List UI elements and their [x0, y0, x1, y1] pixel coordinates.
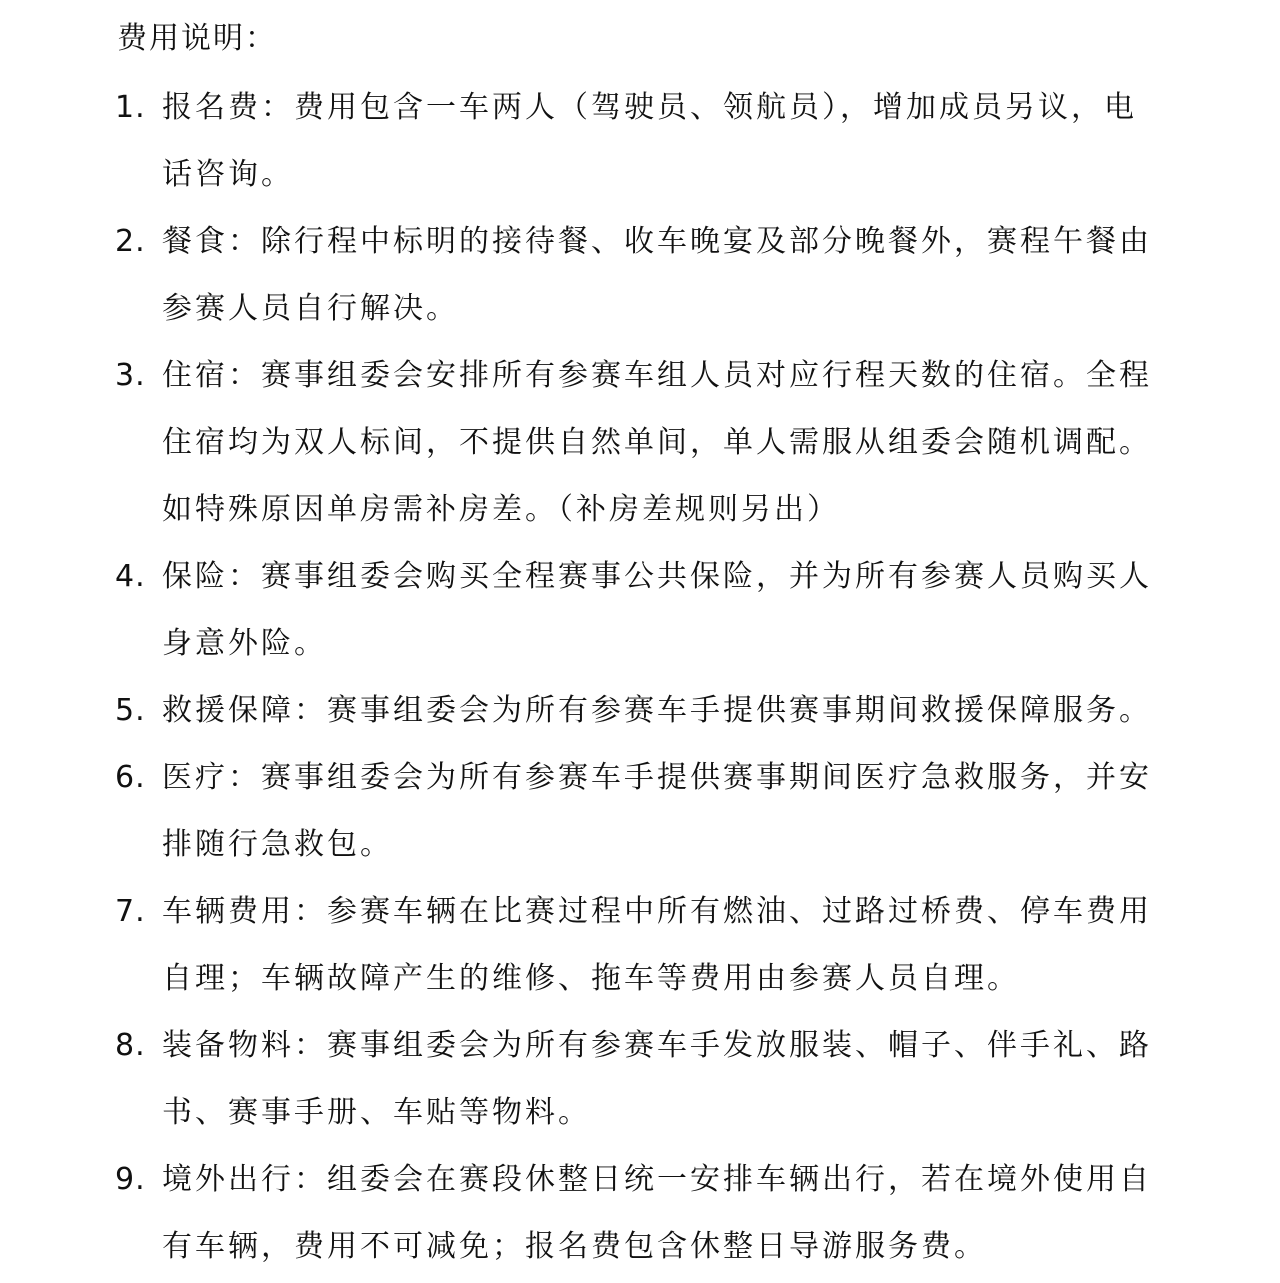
list-item	[115, 74, 1160, 208]
item-text: 报名费：费用包含一车两人（驾驶员、领航员），增加成员另议，电话咨询。	[162, 90, 1137, 192]
list-item	[115, 342, 1160, 543]
list-item	[115, 878, 1160, 1012]
item-text: 住宿：赛事组委会安排所有参赛车组人员对应行程天数的住宿。全程住宿均为双人标间，不提供自然单间，单人需服从组委会随机调配。如特殊原因单房需补房差。（补房差规则另出）	[162, 358, 1152, 527]
item-number: 6.	[115, 760, 146, 795]
item-number: 2.	[115, 224, 146, 259]
item-number: 9.	[115, 1162, 146, 1197]
fee-list	[115, 74, 1160, 1280]
item-number: 8.	[115, 1028, 146, 1063]
item-text: 保险：赛事组委会购买全程赛事公共保险，并为所有参赛人员购买人身意外险。	[162, 559, 1152, 661]
item-number: 7.	[115, 894, 146, 929]
item-text: 境外出行：组委会在赛段休整日统一安排车辆出行，若在境外使用自有车辆，费用不可减免；报名费包含休整日导游服务费。	[162, 1162, 1152, 1264]
item-number: 5.	[115, 693, 146, 728]
item-number: 3.	[115, 358, 146, 393]
section-heading: 费用说明：	[117, 21, 277, 56]
list-item	[115, 543, 1160, 677]
item-text: 医疗：赛事组委会为所有参赛车手提供赛事期间医疗急救服务，并安排随行急救包。	[162, 760, 1152, 862]
item-number: 1.	[115, 90, 146, 125]
list-item	[115, 1146, 1160, 1280]
item-text: 救援保障：赛事组委会为所有参赛车手提供赛事期间救援保障服务。	[162, 693, 1152, 728]
list-item	[115, 1012, 1160, 1146]
item-text: 餐食：除行程中标明的接待餐、收车晚宴及部分晚餐外，赛程午餐由参赛人员自行解决。	[162, 224, 1152, 326]
list-item	[115, 744, 1160, 878]
item-text: 装备物料：赛事组委会为所有参赛车手发放服装、帽子、伴手礼、路书、赛事手册、车贴等物料。	[162, 1028, 1152, 1130]
item-number: 4.	[115, 559, 146, 594]
list-item	[115, 677, 1160, 744]
item-text: 车辆费用：参赛车辆在比赛过程中所有燃油、过路过桥费、停车费用自理；车辆故障产生的维修、拖车等费用由参赛人员自理。	[162, 894, 1152, 996]
list-item	[115, 208, 1160, 342]
